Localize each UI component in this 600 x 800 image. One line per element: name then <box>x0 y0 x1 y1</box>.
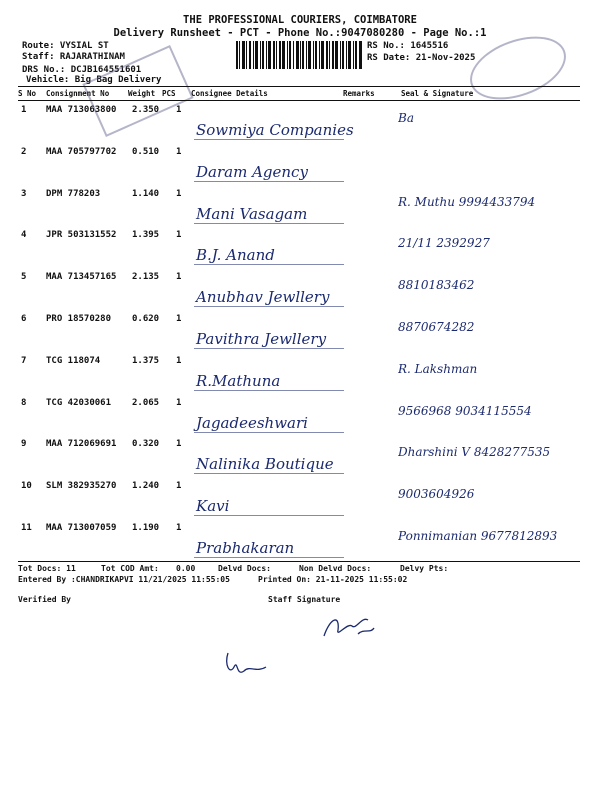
col-sno: S No <box>18 89 37 98</box>
col-seal-signature: Seal & Signature <box>401 89 474 98</box>
row-consignee: Sowmiya Companies <box>196 121 354 139</box>
row-sno: 4 <box>21 230 27 241</box>
row-weight: 1.395 <box>132 230 160 241</box>
staff-signature-image <box>318 608 378 642</box>
row-consignee: Jagadeeshwari <box>196 413 308 432</box>
staff-text: Staff: RAJARATHINAM <box>22 52 125 62</box>
row-sno: 8 <box>21 397 27 408</box>
row-signature: 8870674282 <box>398 320 475 334</box>
row-consignment: MAA 713007059 <box>46 523 117 533</box>
row-pcs: 1 <box>176 272 182 283</box>
row-signature: 8810183462 <box>398 278 475 293</box>
delvd-docs: Delvd Docs: <box>218 564 271 573</box>
row-sno: 10 <box>21 481 32 492</box>
row-consignment: TCG 42030061 <box>46 397 112 408</box>
row-weight: 1.240 <box>132 481 160 492</box>
consignee-underline <box>194 432 344 433</box>
tot-cod-label: Tot COD Amt: <box>101 564 159 573</box>
vehicle-text: Vehicle: Big Bag Delivery <box>26 75 162 85</box>
col-consignee: Consignee Details <box>191 89 268 98</box>
row-consignee: Pavithra Jewllery <box>196 330 327 348</box>
consignee-underline <box>194 557 344 558</box>
row-sno: 9 <box>21 439 27 450</box>
row-sno: 6 <box>21 314 27 324</box>
row-weight: 0.320 <box>132 439 160 450</box>
row-signature: 9566968 9034115554 <box>398 403 532 418</box>
printed-on: Printed On: 21-11-2025 11:55:02 <box>258 575 408 584</box>
consignee-underline <box>194 515 344 516</box>
row-consignment: TCG 118074 <box>46 355 101 366</box>
row-weight: 1.190 <box>132 523 160 533</box>
row-weight: 1.140 <box>132 188 160 199</box>
rs-no-text: RS No.: 1645516 <box>367 41 449 51</box>
row-consignee: Kavi <box>196 497 230 516</box>
verified-by-label: Verified By <box>18 595 71 604</box>
row-weight: 2.065 <box>132 397 160 408</box>
row-consignee: Anubhav Jewllery <box>196 288 330 307</box>
row-consignee: B.J. Anand <box>196 246 275 265</box>
row-pcs: 1 <box>176 397 182 408</box>
page-title: THE PROFESSIONAL COURIERS, COIMBATORE <box>183 14 417 26</box>
row-sno: 2 <box>21 146 27 157</box>
row-weight: 1.375 <box>132 355 160 366</box>
row-consignment: JPR 503131552 <box>46 230 117 241</box>
row-consignment: MAA 712069691 <box>46 439 117 450</box>
col-pcs: PCS <box>162 89 176 98</box>
row-pcs: 1 <box>176 439 182 450</box>
consignee-underline <box>194 306 344 307</box>
barcode-image <box>236 41 362 69</box>
row-weight: 2.135 <box>132 272 160 283</box>
row-consignee: Mani Vasagam <box>196 204 308 223</box>
consignee-underline <box>194 390 344 391</box>
row-pcs: 1 <box>176 314 182 324</box>
row-signature: 9003604926 <box>398 487 475 502</box>
row-sno: 1 <box>21 105 27 115</box>
row-consignment: DPM 778203 <box>46 188 101 199</box>
verifier-signature-image <box>220 645 272 679</box>
row-signature: Dharshini V 8428277535 <box>398 445 551 460</box>
row-consignee: Prabhakaran <box>196 539 295 557</box>
delvy-pts: Delvy Pts: <box>400 564 449 573</box>
row-consignment: MAA 713063800 <box>46 105 117 115</box>
consignee-underline <box>194 223 344 224</box>
row-consignee: Daram Agency <box>196 162 308 181</box>
row-consignment: MAA 705797702 <box>46 146 117 157</box>
staff-signature-label: Staff Signature <box>268 595 341 604</box>
row-pcs: 1 <box>176 105 182 115</box>
page-subtitle: Delivery Runsheet - PCT - Phone No.:9047080280 - Page No.:1 <box>113 27 487 39</box>
row-pcs: 1 <box>176 355 182 366</box>
row-sno: 5 <box>21 272 27 283</box>
consignee-underline <box>194 139 344 140</box>
col-remarks: Remarks <box>343 89 375 98</box>
rs-date-text: RS Date: 21-Nov-2025 <box>367 53 476 63</box>
row-signature: Ba <box>398 111 414 125</box>
drs-no-text: DRS No.: DCJB164551601 <box>22 65 142 75</box>
table-header-rule <box>18 100 580 101</box>
row-weight: 2.350 <box>132 105 160 115</box>
consignee-underline <box>194 264 344 265</box>
row-sno: 3 <box>21 188 27 199</box>
row-pcs: 1 <box>176 230 182 241</box>
row-sno: 7 <box>21 355 27 366</box>
row-pcs: 1 <box>176 523 182 533</box>
table-top-rule <box>18 86 580 87</box>
row-pcs: 1 <box>176 481 182 492</box>
table-bottom-rule <box>18 561 580 562</box>
tot-docs: Tot Docs: 11 <box>18 564 76 573</box>
row-signature: Ponnimanian 9677812893 <box>398 529 558 543</box>
row-pcs: 1 <box>176 146 182 157</box>
row-consignment: SLM 382935270 <box>46 481 117 492</box>
row-consignment: PRO 18570280 <box>46 314 112 324</box>
row-signature: 21/11 2392927 <box>398 236 490 251</box>
entered-by: Entered By :CHANDRIKAPVI 11/21/2025 11:55:05 <box>18 575 230 584</box>
col-consignment: Consignment No <box>46 89 110 98</box>
row-sno: 11 <box>21 523 32 533</box>
row-signature: R. Lakshman <box>398 361 478 376</box>
tot-cod-value: 0.00 <box>176 564 196 573</box>
route-text: Route: VYSIAL ST <box>22 41 109 51</box>
non-delvd-docs: Non Delvd Docs: <box>299 564 372 573</box>
row-weight: 0.510 <box>132 146 160 157</box>
consignee-underline <box>194 473 344 474</box>
col-weight: Weight <box>128 89 156 98</box>
row-weight: 0.620 <box>132 314 160 324</box>
row-consignee: Nalinika Boutique <box>196 455 334 474</box>
row-consignment: MAA 713457165 <box>46 272 117 283</box>
row-signature: R. Muthu 9994433794 <box>398 194 536 209</box>
consignee-underline <box>194 348 344 349</box>
consignee-underline <box>194 181 344 182</box>
row-pcs: 1 <box>176 188 182 199</box>
row-consignee: R.Mathuna <box>196 371 281 390</box>
